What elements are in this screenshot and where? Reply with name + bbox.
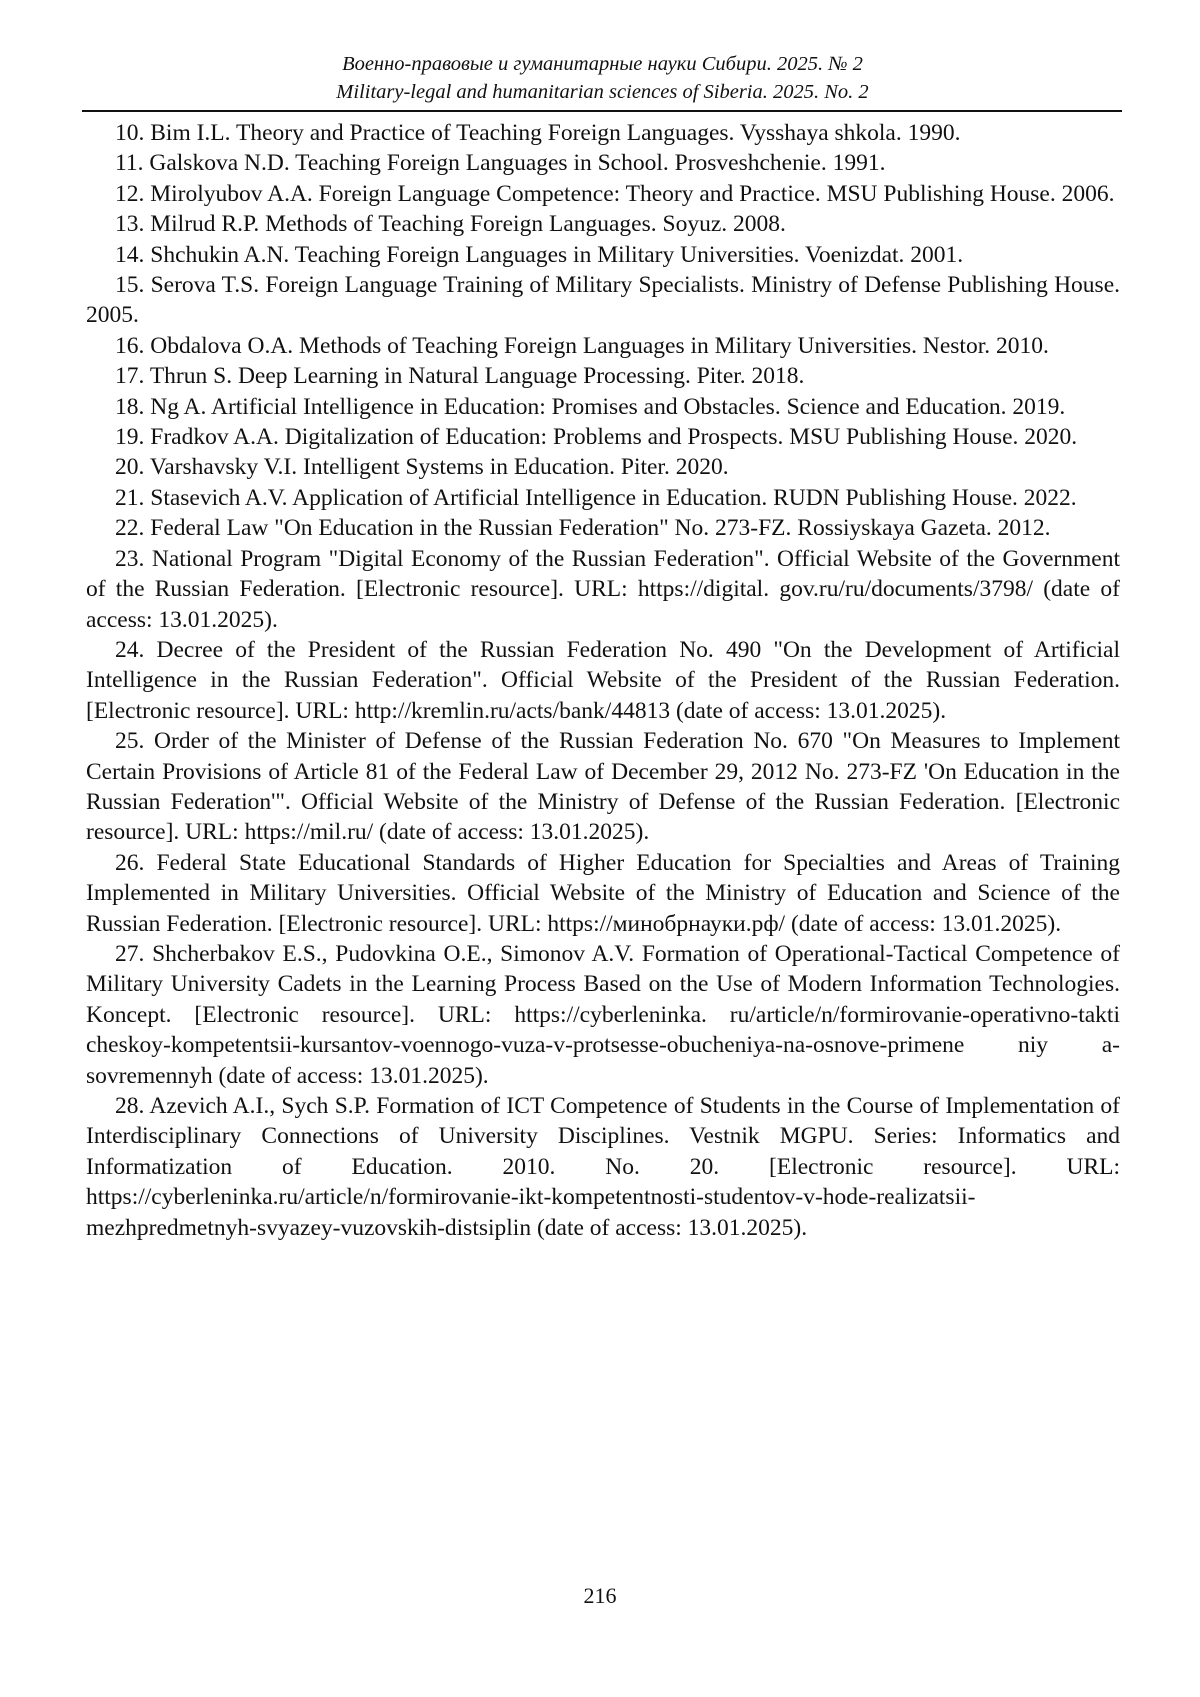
reference-item: 22. Federal Law "On Education in the Russian Federation" No. 273-FZ. Rossiyskaya Gazeta. 2012. [115, 515, 1051, 542]
reference-item: 26. Federal State Educational Standards of Higher Education for Specialties and Areas of Training Implemented in Military Universities. Official Website of the Ministry of Education and Science of the Russian Federation. [Electronic resource]. URL: https://минобрнауки.рф/ (date of access: 13.01.2025). [86, 849, 1120, 937]
running-header [84, 50, 1121, 106]
reference-item: 10. Bim I.L. Theory and Practice of Teaching Foreign Languages. Vysshaya shkola. 1990. [115, 120, 961, 146]
reference-item: 28. Azevich A.I., Sych S.P. Formation of ICT Competence of Students in the Course of Implementation of Interdisciplinary Connections of University Disciplines. Vestnik MGPU. Series: Informatics and Informatization of Education. 2010. No. 20. [Electronic resource]. URL: https://cyberleninka.ru/article/n/formirovanie-ikt-kompetentnosti-studentov-v-hode-realizatsii-mezhpredmetnyh-svyazey-vuzovskih-distsiplin (date of access: 13.01.2025). [86, 1093, 1120, 1241]
reference-item: 12. Mirolyubov A.A. Foreign Language Competence: Theory and Practice. MSU Publishing House. 2006. [115, 180, 1115, 207]
reference-list [86, 118, 1120, 1243]
header-divider [82, 110, 1122, 112]
reference-item: 25. Order of the Minister of Defense of the Russian Federation No. 670 "On Measures to Implement Certain Provisions of Article 81 of the Federal Law of December 29, 2012 No. 273-FZ 'On Education in the Russian Federation'". Official Website of the Ministry of Defense of the Russian Federation. [Electronic resource]. URL: https://mil.ru/ (date of access: 13.01.2025). [86, 728, 1120, 846]
reference-item: 23. National Program "Digital Economy of the Russian Federation". Official Website of the Government of the Russian Federation. [Electronic resource]. URL: https://digital. gov.ru/ru/documents/3798/ (date of access: 13.01.2025). [86, 545, 1120, 633]
reference-item: 27. Shcherbakov E.S., Pudovkina O.E., Simonov A.V. Formation of Operational-Tactical Competence of Military University Cadets in the Learning Process Based on the Use of Modern Information Technologies. Koncept. [Electronic resource]. URL: https://cyberleninka. ru/article/n/formirovanie-operativno-takti cheskoy-kompetentsii-kursantov-voennogo-vuza-v-protsesse-obucheniya-na-osnove-primene niy a-sovremennyh (date of access: 13.01.2025). [86, 940, 1120, 1089]
journal-title-russian: Военно-правовые и гуманитарные науки Сибири. 2025. № 2 [342, 53, 863, 75]
reference-item: 20. Varshavsky V.I. Intelligent Systems in Education. Piter. 2020. [115, 454, 729, 481]
reference-item: 16. Obdalova O.A. Methods of Teaching Foreign Languages in Military Universities. Nestor. 2010. [115, 332, 1049, 359]
journal-title-english: Military-legal and humanitarian sciences of Siberia. 2025. No. 2 [336, 81, 869, 103]
reference-item: 19. Fradkov A.A. Digitalization of Education: Problems and Prospects. MSU Publishing House. 2020. [115, 424, 1078, 451]
reference-item: 11. Galskova N.D. Teaching Foreign Languages in School. Prosveshchenie. 1991. [115, 150, 886, 177]
reference-item: 18. Ng A. Artificial Intelligence in Education: Promises and Obstacles. Science and Education. 2019. [115, 393, 1066, 420]
page-number: 216 [583, 1583, 617, 1608]
reference-item: 21. Stasevich A.V. Application of Artificial Intelligence in Education. RUDN Publishing House. 2022. [115, 484, 1077, 511]
reference-item: 15. Serova T.S. Foreign Language Training of Military Specialists. Ministry of Defense Publishing House. 2005. [86, 272, 1120, 329]
reference-item: 17. Thrun S. Deep Learning in Natural Language Processing. Piter. 2018. [115, 363, 805, 390]
reference-item: 13. Milrud R.P. Methods of Teaching Foreign Languages. Soyuz. 2008. [115, 211, 786, 238]
reference-item: 14. Shchukin A.N. Teaching Foreign Languages in Military Universities. Voenizdat. 2001. [115, 241, 964, 268]
reference-item: 24. Decree of the President of the Russian Federation No. 490 "On the Development of Artificial Intelligence in the Russian Federation". Official Website of the President of the Russian Federation. [Electronic resource]. URL: http://kremlin.ru/acts/bank/44813 (date of access: 13.01.2025). [86, 636, 1120, 724]
